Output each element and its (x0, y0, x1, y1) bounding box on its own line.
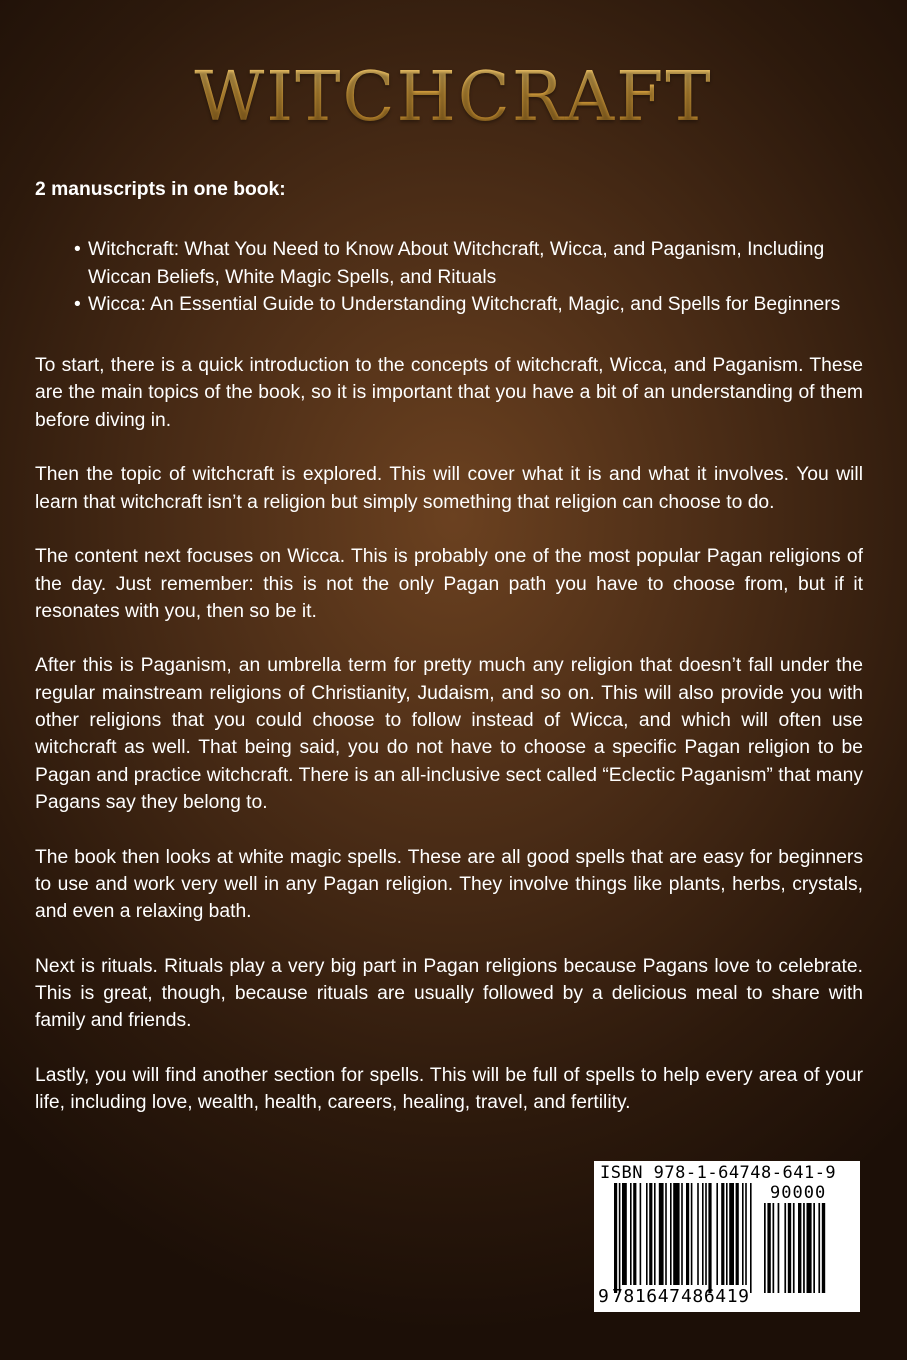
paragraph-intro: To start, there is a quick introduction to the concepts of witchcraft, Wicca, and Paganism. These are the main topics of the book, so it is important that you have a bit of an understanding of them before diving in. (35, 355, 863, 431)
barcode-bar (622, 1183, 627, 1285)
isbn-number: ISBN 978-1-64748-641-9 (600, 1163, 837, 1183)
barcode-addon-bar (822, 1203, 825, 1293)
barcode-bar (670, 1183, 672, 1285)
ean-first-digit: 9 (598, 1286, 609, 1307)
paragraph-spells: Lastly, you will find another section for spells. This will be full of spells to help every area of your life, including love, wealth, health, careers, healing, travel, and fertility. (35, 1064, 863, 1114)
manuscript-item: • Wicca: An Essential Guide to Understanding Witchcraft, Magic, and Spells for Beginners (74, 291, 863, 318)
barcode-addon-bar (788, 1203, 791, 1293)
ean-left-digits: 781647 (612, 1286, 681, 1307)
barcode-bar (659, 1183, 664, 1285)
barcode-bar (705, 1183, 707, 1285)
barcode-bar (691, 1183, 693, 1285)
barcode-addon-bar (767, 1203, 770, 1293)
barcode-addon-bar (778, 1203, 780, 1293)
barcode-addon-bar (818, 1203, 820, 1293)
barcode-addon-bar (798, 1203, 801, 1293)
paragraph-white-magic: The book then looks at white magic spells. These are all good spells that are easy for beginners to use and work very well in any Pagan religion. They involve things like plants, herbs, crystals, and even a relaxing bath. (35, 846, 863, 923)
barcode-addon-bar (784, 1203, 786, 1293)
barcode-addon-bar (764, 1203, 766, 1293)
barcode-bar (697, 1183, 699, 1285)
manuscript-item: • Witchcraft: What You Need to Know About Witchcraft, Wicca, and Paganism, Including Wiccan Beliefs, White Magic Spells, and Rituals (74, 236, 863, 291)
barcode-bar (619, 1183, 621, 1293)
barcode-bar (729, 1183, 734, 1285)
barcode-addon-bar (793, 1203, 795, 1293)
paragraph-witchcraft: Then the topic of witchcraft is explored. This will cover what it is and what it involves. You will learn that witchcraft isn’t a religion but simply something that religion can choose to do. (35, 464, 863, 513)
barcode-bar (708, 1183, 711, 1293)
barcode-bar (614, 1183, 617, 1293)
price-code: 90000 (770, 1183, 827, 1203)
blurb-content (35, 176, 863, 1144)
barcode-addon-bar (813, 1203, 815, 1293)
barcode-addon-bar (807, 1203, 812, 1293)
barcode-bar (681, 1183, 683, 1285)
barcode-bar (736, 1183, 739, 1285)
barcode-bar (633, 1183, 636, 1285)
barcode-bar (673, 1183, 679, 1285)
barcode-bar (646, 1183, 648, 1285)
barcode-bar (640, 1183, 642, 1285)
paragraph-paganism: After this is Paganism, an umbrella term for pretty much any religion that doesn’t fall under the regular mainstream religions of Christianity, Judaism, and so on. This will also provide you with other religions that you could choose to follow instead of Wicca, and which will often use witchcraft as well. That being said, you do not have to choose a specific Pagan religion to be Pagan and practice witchcraft. There is an all-inclusive sect called “Eclectic Paganism” that many Pagans say they belong to. (35, 655, 863, 813)
manuscripts-list (35, 236, 863, 318)
barcode-bar (726, 1183, 728, 1285)
paragraph-rituals: Next is rituals. Rituals play a very big part in Pagan religions because Pagans love to celebrate. This is great, though, because rituals are usually followed by a delicious meal to share with family and friends. (35, 955, 863, 1032)
barcode-bar (745, 1183, 747, 1285)
barcode-addon-bar (803, 1203, 805, 1293)
ean-right-digits: 486419 (681, 1286, 750, 1307)
bullet-icon: • (74, 293, 81, 315)
barcode-bar (686, 1183, 689, 1285)
book-title: WITCHCRAFT (0, 58, 907, 138)
barcode-addon-bar (773, 1203, 775, 1293)
barcode-bar (702, 1183, 704, 1285)
isbn-barcode (594, 1161, 860, 1312)
paragraph-wicca: The content next focuses on Wicca. This is probably one of the most popular Pagan religions of the day. Just remember: this is not the only Pagan path you have to choose from, but if it resonates with you, then so be it. (35, 546, 863, 622)
barcode-bar (742, 1183, 744, 1285)
barcode-bar (649, 1183, 652, 1285)
barcode-bar (721, 1183, 724, 1285)
barcode-bar (716, 1183, 718, 1285)
manuscripts-heading: 2 manuscripts in one book: (35, 179, 286, 200)
barcode-bar (665, 1183, 667, 1285)
bullet-icon: • (74, 239, 81, 261)
barcode-bar (630, 1183, 632, 1285)
barcode-bar (654, 1183, 656, 1285)
barcode-bar (750, 1183, 752, 1293)
